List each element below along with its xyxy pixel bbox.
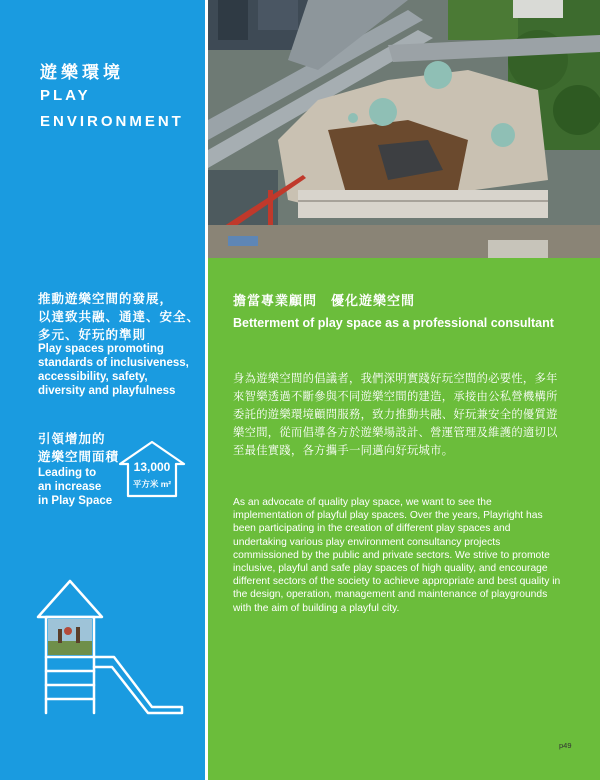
playhouse-slide-icon [32, 575, 187, 715]
section-title-en-line2: ENVIRONMENT [40, 113, 184, 130]
increase-value: 13,000 [133, 460, 171, 474]
section-title-zh: 遊樂環境 [40, 63, 124, 82]
increase-zh-line1: 引領增加的 [38, 432, 106, 446]
consultant-heading-zh: 擔當專業顧問 優化遊樂空間 [233, 293, 416, 308]
increase-en-line2: an increase [38, 481, 102, 493]
increase-zh-line2: 遊樂空間面積 [38, 450, 120, 464]
aerial-photo-illustration [208, 0, 600, 258]
increase-en-line1: Leading to [38, 467, 97, 479]
page-number: p49 [559, 741, 572, 750]
principles-zh-line3: 多元、好玩的準則 [38, 328, 147, 342]
aerial-construction-photo [208, 0, 600, 258]
principles-en-line4: diversity and playfulness [38, 385, 176, 397]
principles-en-line3: accessibility, safety, [38, 371, 148, 383]
consultant-paragraph-en: As an advocate of quality play space, we want to see the implementation of playful play spaces. Over the years, Playright has been participating in the creation of different play spaces and undertaking various play environment consultancy projects commissioned by the public and private sectors. We strive to promote inclusive, playful and safe play spaces of high quality, and encourage different sectors of the society to achieve appropriate and best quality in the design, operation, management and maintenance of playgrounds with the aim of building a playful city. [233, 497, 561, 614]
consultant-heading-en: Betterment of play space as a professional consultant [233, 316, 554, 330]
principles-en-line1: Play spaces promoting [38, 343, 164, 355]
principles-zh-line2: 以達致共融、通達、安全、 [38, 310, 201, 324]
consultant-paragraph-zh: 身為遊樂空間的倡議者，我們深明實踐好玩空間的必要性，多年來智樂透過不斷參與不同遊樂空間的建造，承接由公私營機構所委託的遊樂環境顧問服務，致力推動共融、好玩兼安全的優質遊樂空間，從而倡導各方於遊樂場設計、營運管理及維護的適切以至最佳實踐，各方攜手一同邁向好玩城市。 [233, 373, 558, 457]
increase-unit: 平方米 m² [132, 479, 172, 489]
principles-en-line2: standards of inclusiveness, [38, 357, 189, 369]
principles-zh-line1: 推動遊樂空間的發展， [38, 292, 174, 306]
increase-en-line3: in Play Space [38, 495, 113, 507]
section-title-en-line1: PLAY [40, 87, 91, 104]
